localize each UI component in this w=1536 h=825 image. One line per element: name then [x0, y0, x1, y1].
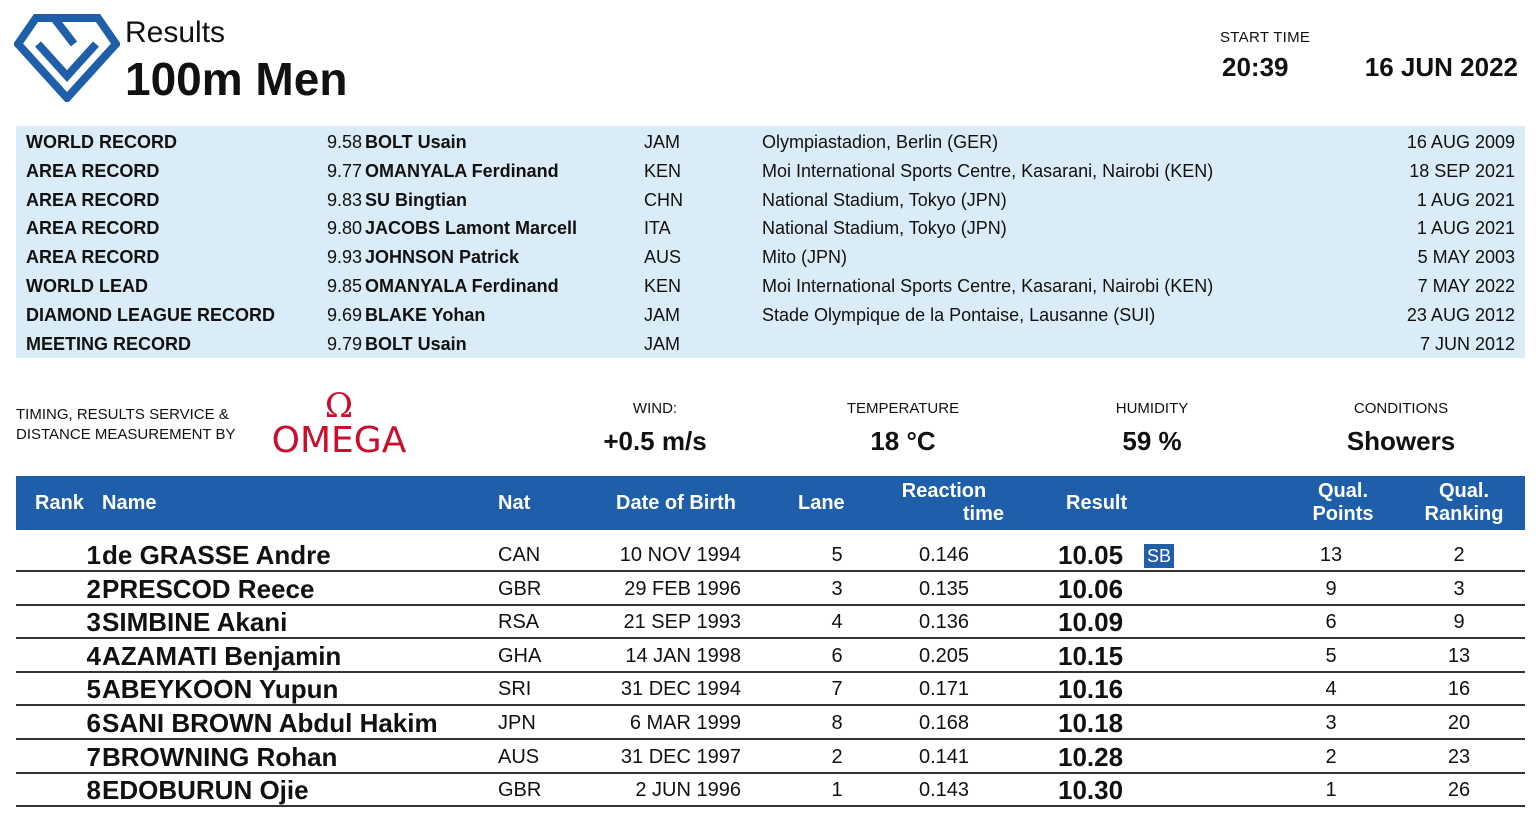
qual-ranking: 23	[1447, 745, 1471, 768]
result-time: 10.09	[1058, 607, 1124, 638]
qual-points: 5	[1325, 644, 1337, 667]
season-best-badge: SB	[1144, 544, 1174, 568]
record-mark: 9.80	[326, 218, 362, 239]
record-date: 1 AUG 2021	[1416, 189, 1515, 210]
table-row	[16, 740, 1525, 774]
record-mark: 9.58	[326, 132, 362, 152]
page-subtitle: Results	[125, 16, 226, 49]
record-date: 1 AUG 2021	[1416, 218, 1515, 239]
record-holder: OMANYALA Ferdinand	[365, 160, 559, 181]
athlete-nat: CAN	[498, 544, 541, 566]
result-rank: 3	[86, 607, 101, 638]
record-row	[16, 330, 1525, 359]
record-date: 23 AUG 2012	[1406, 304, 1515, 325]
record-type: WORLD LEAD	[26, 276, 148, 296]
qual-points: 13	[1319, 544, 1343, 566]
omega-logo	[264, 388, 414, 460]
record-venue: Moi International Sports Centre, Kasarani, Nairobi (KEN)	[762, 276, 1214, 296]
table-row	[16, 672, 1525, 706]
record-venue: Mito (JPN)	[762, 247, 847, 268]
table-row	[16, 773, 1525, 807]
record-mark: 9.83	[326, 189, 362, 210]
col-name-header: Name	[102, 492, 157, 514]
record-row	[16, 128, 1525, 157]
col-qual-ranking-header-line1: Qual.	[1438, 480, 1489, 502]
record-holder: JACOBS Lamont Marcell	[365, 218, 578, 239]
record-venue: National Stadium, Tokyo (JPN)	[762, 189, 1007, 210]
result-time: 10.06	[1058, 573, 1124, 604]
reaction-time: 0.141	[918, 745, 970, 768]
record-date: 18 SEP 2021	[1409, 160, 1515, 181]
col-rank-header: Rank	[35, 492, 84, 514]
result-time: 10.16	[1058, 674, 1124, 705]
record-holder: BLAKE Yohan	[365, 304, 486, 325]
page-header	[0, 0, 1536, 115]
athlete-nat: JPN	[498, 712, 536, 734]
record-holder: JOHNSON Patrick	[365, 247, 520, 268]
athlete-nat: GBR	[498, 577, 542, 600]
records-panel	[16, 126, 1525, 358]
record-mark: 9.79	[326, 333, 362, 354]
athlete-nat: SRI	[498, 678, 532, 701]
col-nat-header: Nat	[498, 492, 531, 514]
temperature-label: TEMPERATURE	[846, 400, 960, 417]
qual-ranking: 9	[1453, 611, 1465, 634]
record-venue: Moi International Sports Centre, Kasarani, Nairobi (KEN)	[762, 160, 1214, 181]
result-time: 10.30	[1058, 775, 1124, 806]
athlete-dob: 31 DEC 1994	[620, 678, 741, 701]
result-time: 10.18	[1058, 708, 1124, 738]
athlete-name: PRESCOD Reece	[102, 573, 315, 604]
results-table-header	[16, 476, 1525, 530]
table-row	[16, 706, 1525, 740]
qual-ranking: 16	[1447, 678, 1471, 701]
omega-symbol-icon: Ω	[324, 386, 354, 426]
record-type: MEETING RECORD	[26, 333, 192, 354]
record-row	[16, 272, 1525, 301]
qual-ranking: 20	[1447, 712, 1471, 734]
record-nat: JAM	[644, 132, 680, 152]
col-qual-points-header	[1298, 480, 1388, 526]
reaction-time: 0.168	[918, 712, 970, 734]
record-row	[16, 243, 1525, 272]
result-time: 10.15	[1058, 640, 1124, 671]
temperature-value: 18 °C	[870, 426, 936, 456]
table-row	[16, 572, 1525, 606]
result-rank: 1	[86, 540, 101, 570]
qual-points: 1	[1325, 779, 1337, 802]
record-date: 7 JUN 2012	[1419, 333, 1515, 354]
col-reaction-header	[882, 480, 1006, 526]
record-type: DIAMOND LEAGUE RECORD	[26, 304, 276, 325]
athlete-dob: 10 NOV 1994	[619, 544, 741, 566]
athlete-dob: 14 JAN 1998	[625, 644, 741, 667]
col-qual-ranking-header-line2: Ranking	[1424, 503, 1504, 525]
record-row	[16, 186, 1525, 215]
athlete-lane: 4	[831, 611, 843, 634]
humidity-block	[1042, 400, 1262, 456]
col-qual-ranking-header	[1416, 480, 1512, 526]
reaction-time: 0.143	[918, 779, 970, 802]
record-date: 5 MAY 2003	[1417, 247, 1515, 268]
athlete-lane: 6	[831, 644, 843, 667]
col-reaction-header-line1: Reaction	[901, 480, 987, 502]
athlete-nat: AUS	[498, 745, 540, 768]
record-type: AREA RECORD	[26, 160, 160, 181]
record-type: WORLD RECORD	[26, 132, 177, 152]
qual-points: 3	[1325, 712, 1337, 734]
wind-value: +0.5 m/s	[603, 426, 707, 456]
humidity-label: HUMIDITY	[1115, 400, 1189, 417]
record-type: AREA RECORD	[26, 218, 160, 239]
timing-credit-line1: TIMING, RESULTS SERVICE &	[16, 406, 229, 423]
record-mark: 9.69	[326, 304, 362, 325]
qual-points: 2	[1325, 745, 1337, 768]
athlete-dob: 2 JUN 1996	[635, 779, 741, 802]
humidity-value: 59 %	[1122, 426, 1182, 456]
diamond-league-logo-icon	[14, 14, 120, 102]
athlete-lane: 2	[831, 745, 843, 768]
record-holder: SU Bingtian	[365, 189, 467, 210]
record-nat: AUS	[644, 247, 682, 268]
start-time-label: START TIME	[1220, 29, 1311, 46]
record-venue: Stade Olympique de la Pontaise, Lausanne (SUI)	[762, 304, 1156, 325]
athlete-dob: 6 MAR 1999	[629, 712, 741, 734]
wind-label: WIND:	[632, 400, 678, 417]
athlete-nat: GHA	[498, 644, 542, 667]
qual-points: 9	[1325, 577, 1337, 600]
record-venue: Olympiastadion, Berlin (GER)	[762, 132, 999, 152]
athlete-dob: 31 DEC 1997	[620, 745, 741, 768]
record-mark: 9.85	[326, 276, 362, 296]
omega-wordmark: OMEGA	[271, 420, 407, 461]
athlete-name: AZAMATI Benjamin	[102, 640, 342, 671]
table-row	[16, 605, 1525, 639]
result-rank: 6	[86, 708, 101, 738]
record-nat: JAM	[644, 333, 680, 354]
reaction-time: 0.136	[918, 611, 970, 634]
conditions-block	[1291, 400, 1511, 456]
athlete-name: EDOBURUN Ojie	[102, 775, 309, 806]
record-venue: National Stadium, Tokyo (JPN)	[762, 218, 1007, 239]
reaction-time: 0.146	[918, 544, 970, 566]
athlete-name: BROWNING Rohan	[102, 741, 338, 772]
record-nat: CHN	[644, 189, 683, 210]
col-lane-header: Lane	[798, 492, 845, 514]
athlete-name: ABEYKOON Yupun	[102, 674, 339, 705]
qual-points: 6	[1325, 611, 1337, 634]
event-date: 16 JUN 2022	[1364, 52, 1518, 82]
result-rank: 7	[86, 741, 101, 772]
table-row	[16, 538, 1525, 572]
col-qual-points-header-line2: Points	[1312, 503, 1374, 525]
wind-block	[545, 400, 765, 456]
page-title: 100m Men	[125, 53, 348, 105]
col-reaction-header-line2: time	[962, 503, 1004, 525]
qual-ranking: 26	[1447, 779, 1471, 802]
col-result-header: Result	[1066, 492, 1128, 514]
athlete-nat: RSA	[498, 611, 540, 634]
reaction-time: 0.135	[918, 577, 970, 600]
athlete-lane: 7	[831, 678, 843, 701]
athlete-lane: 1	[831, 779, 843, 802]
conditions-value: Showers	[1346, 426, 1456, 456]
result-time: 10.05	[1058, 540, 1124, 570]
qual-ranking: 13	[1447, 644, 1471, 667]
table-row	[16, 639, 1525, 673]
athlete-dob: 21 SEP 1993	[623, 611, 741, 634]
record-holder: BOLT Usain	[365, 333, 467, 354]
athlete-name: SIMBINE Akani	[102, 607, 288, 638]
temperature-block	[793, 400, 1013, 456]
reaction-time: 0.205	[918, 644, 970, 667]
conditions-label: CONDITIONS	[1353, 400, 1449, 417]
qual-ranking: 2	[1453, 544, 1465, 566]
record-mark: 9.77	[326, 160, 362, 181]
record-mark: 9.93	[326, 247, 362, 268]
record-nat: KEN	[644, 276, 682, 296]
athlete-name: SANI BROWN Abdul Hakim	[102, 708, 438, 738]
qual-ranking: 3	[1453, 577, 1465, 600]
record-type: AREA RECORD	[26, 247, 160, 268]
col-qual-points-header-line1: Qual.	[1317, 480, 1368, 502]
athlete-lane: 8	[831, 712, 843, 734]
result-rank: 4	[86, 640, 101, 671]
record-date: 7 MAY 2022	[1417, 276, 1515, 296]
timing-credit-line2: DISTANCE MEASUREMENT BY	[16, 426, 236, 443]
record-row	[16, 157, 1525, 186]
record-date: 16 AUG 2009	[1406, 132, 1515, 152]
athlete-nat: GBR	[498, 779, 542, 802]
qual-points: 4	[1325, 678, 1337, 701]
timing-credit	[16, 405, 235, 445]
record-type: AREA RECORD	[26, 189, 160, 210]
record-row	[16, 214, 1525, 243]
athlete-lane: 5	[831, 544, 843, 566]
athlete-name: de GRASSE Andre	[102, 540, 331, 570]
result-rank: 8	[86, 775, 101, 806]
record-row	[16, 301, 1525, 330]
record-holder: BOLT Usain	[365, 132, 467, 152]
result-time: 10.28	[1058, 741, 1124, 772]
record-nat: ITA	[644, 218, 671, 239]
record-nat: JAM	[644, 304, 680, 325]
record-nat: KEN	[644, 160, 682, 181]
start-time-value: 20:39	[1222, 52, 1289, 82]
result-rank: 2	[86, 573, 101, 604]
col-dob-header: Date of Birth	[616, 492, 736, 514]
result-rank: 5	[86, 674, 101, 705]
record-holder: OMANYALA Ferdinand	[365, 276, 559, 296]
athlete-lane: 3	[831, 577, 843, 600]
reaction-time: 0.171	[918, 678, 970, 701]
athlete-dob: 29 FEB 1996	[624, 577, 741, 600]
